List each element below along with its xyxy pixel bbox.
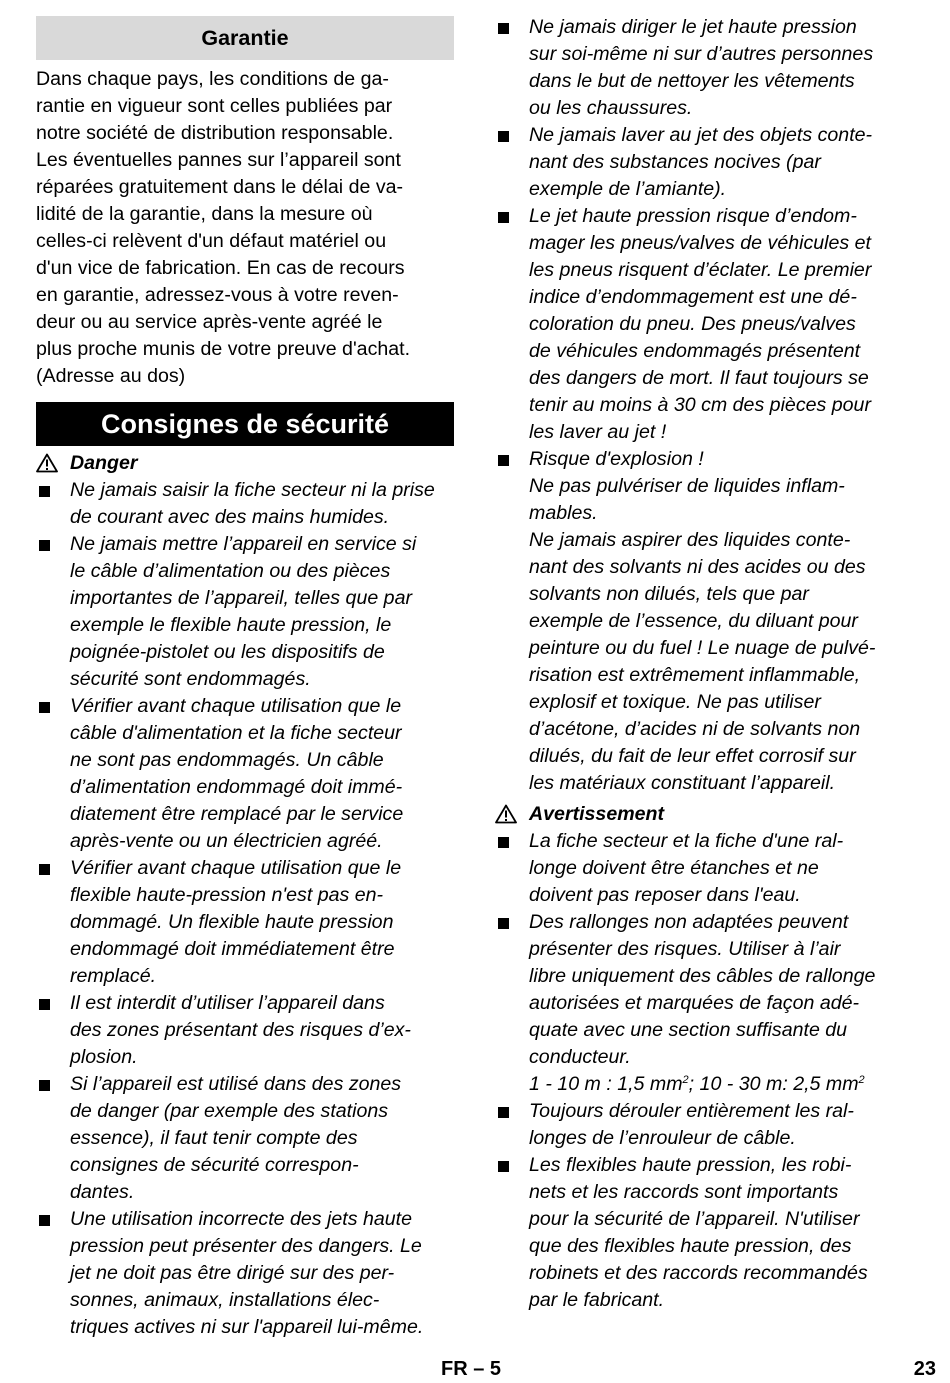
garantie-paragraph (36, 66, 454, 390)
list-item-line: Ne pas pulvériser de liquides inflam- (529, 475, 845, 497)
list-item-line: exemple de l’amiante). (529, 178, 727, 200)
garantie-line: deur ou au service après-vente agréé le (36, 311, 383, 333)
list-item-line: libre uniquement des câbles de rallonge (529, 965, 876, 987)
square-bullet-icon (39, 1080, 50, 1091)
list-item-line: autorisées et marquées de façon adé- (529, 992, 860, 1014)
list-item-line: coloration du pneu. Des pneus/valves (529, 313, 856, 335)
list-item-line: dommagé. Un flexible haute pression (70, 911, 394, 933)
superscript-2: 2 (682, 1074, 689, 1086)
list-item (495, 203, 915, 446)
list-item-line: doivent pas reposer dans l'eau. (529, 884, 801, 906)
list-item-line: risation est extrêmement inflammable, (529, 664, 861, 686)
garantie-line: celles-ci relèvent d'un défaut matériel ou (36, 230, 387, 252)
safety-heading: Consignes de sécurité (36, 402, 454, 446)
list-item-line: consignes de sécurité correspon- (70, 1154, 359, 1176)
garantie-line: rantie en vigueur sont celles publiées par (36, 95, 393, 117)
list-item-line: Risque d'explosion ! (529, 448, 704, 470)
list-item (36, 1206, 454, 1341)
list-item-line: plosion. (70, 1046, 138, 1068)
list-item (36, 990, 454, 1071)
right-column (495, 14, 915, 1314)
list-item-line: dilués, du fait de leur effet corrosif sur (529, 745, 856, 767)
list-item-line: présenter des risques. Utiliser à l’air (529, 938, 841, 960)
square-bullet-icon (39, 540, 50, 551)
list-item-line: nant des solvants ni des acides ou des (529, 556, 866, 578)
footer-section-number: FR – 5 (441, 1358, 502, 1380)
square-bullet-icon (498, 1107, 509, 1118)
list-item-line: exemple de l’essence, du diluant pour (529, 610, 858, 632)
list-item-line: par le fabricant. (529, 1289, 665, 1311)
garantie-line: lidité de la garantie, dans la mesure où (36, 203, 373, 225)
warning-triangle-icon (495, 804, 517, 824)
list-item-line: d’acétone, d’acides ni de solvants non (529, 718, 861, 740)
list-item-line: de courant avec des mains humides. (70, 506, 390, 528)
list-item-line: Ne jamais mettre l’appareil en service si (70, 533, 417, 555)
square-bullet-icon (498, 23, 509, 34)
list-item (495, 1098, 915, 1152)
garantie-line: (Adresse au dos) (36, 365, 186, 387)
list-item-line: conducteur. (529, 1046, 631, 1068)
garantie-heading: Garantie (36, 16, 454, 60)
list-item-line: importantes de l’appareil, telles que par (70, 587, 413, 609)
list-item-line: nant des substances nocives (par (529, 151, 821, 173)
garantie-line: Les éventuelles pannes sur l’appareil sont (36, 149, 401, 171)
list-item-line: d’alimentation endommagé doit immé- (70, 776, 403, 798)
list-item-line: Ne jamais laver au jet des objets conte- (529, 124, 873, 146)
list-item-line: mables. (529, 502, 598, 524)
list-item-line: les pneus risquent d’éclater. Le premier (529, 259, 872, 281)
list-item-line: dantes. (70, 1181, 135, 1203)
list-item-line: Il est interdit d’utiliser l’appareil dans (70, 992, 385, 1014)
list-item-line: poignée-pistolet ou les dispositifs de (70, 641, 385, 663)
list-item-line: exemple le flexible haute pression, le (70, 614, 392, 636)
list-item-line: après-vente ou un électricien agréé. (70, 830, 383, 852)
square-bullet-icon (498, 918, 509, 929)
square-bullet-icon (498, 837, 509, 848)
square-bullet-icon (498, 131, 509, 142)
garantie-line: notre société de distribution responsable. (36, 122, 394, 144)
list-item-line: de danger (par exemple des stations (70, 1100, 389, 1122)
square-bullet-icon (39, 864, 50, 875)
list-item-line: sécurité sont endommagés. (70, 668, 311, 690)
list-item-line: Ne jamais diriger le jet haute pression (529, 16, 857, 38)
square-bullet-icon (39, 1215, 50, 1226)
list-item (36, 693, 454, 855)
list-item-line: endommagé doit immédiatement être (70, 938, 395, 960)
list-item-line: nets et les raccords sont importants (529, 1181, 839, 1203)
list-item (495, 909, 915, 1098)
cable-spec-separator: ; (688, 1073, 700, 1095)
list-item-line: tenir au moins à 30 cm des pièces pour (529, 394, 871, 416)
list-item-line: peinture ou du fuel ! Le nuage de pulvé- (529, 637, 876, 659)
garantie-line: plus proche munis de votre preuve d'achat. (36, 338, 411, 360)
list-item-line: Les flexibles haute pression, les robi- (529, 1154, 852, 1176)
list-item-line: indice d’endommagement est une dé- (529, 286, 857, 308)
square-bullet-icon (39, 702, 50, 713)
danger-list-left (36, 477, 454, 1341)
list-item-line: flexible haute-pression n'est pas en- (70, 884, 384, 906)
cable-spec-range2: 10 - 30 m: 2,5 mm (699, 1073, 859, 1095)
avertissement-label (495, 801, 915, 828)
square-bullet-icon (39, 486, 50, 497)
garantie-line: réparées gratuitement dans le délai de va- (36, 176, 404, 198)
list-item-line: Ne jamais saisir la fiche secteur ni la prise (70, 479, 435, 501)
list-item-line: des zones présentant des risques d’ex- (70, 1019, 411, 1041)
superscript-2: 2 (858, 1074, 865, 1086)
list-item-line: Ne jamais aspirer des liquides conte- (529, 529, 851, 551)
list-item-line: Le jet haute pression risque d’endom- (529, 205, 857, 227)
list-item-line: quate avec une section suffisante du (529, 1019, 848, 1041)
danger-list-right (495, 14, 915, 797)
list-item-line: ou les chaussures. (529, 97, 693, 119)
list-item (36, 477, 454, 531)
square-bullet-icon (498, 1161, 509, 1172)
list-item-line: Toujours dérouler entièrement les ral- (529, 1100, 854, 1122)
list-item-line: Vérifier avant chaque utilisation que le (70, 857, 402, 879)
list-item-line: explosif et toxique. Ne pas utiliser (529, 691, 821, 713)
list-item-line: remplacé. (70, 965, 157, 987)
list-item (495, 1152, 915, 1314)
list-item-line: triques actives ni sur l'appareil lui-même. (70, 1316, 424, 1338)
list-item-line: les laver au jet ! (529, 421, 667, 443)
avertissement-list (495, 828, 915, 1314)
garantie-line: Dans chaque pays, les conditions de ga- (36, 68, 389, 90)
list-item-line: sonnes, animaux, installations élec- (70, 1289, 380, 1311)
list-item-line: câble d'alimentation et la fiche secteur (70, 722, 402, 744)
list-item-line: Si l’appareil est utilisé dans des zones (70, 1073, 402, 1095)
square-bullet-icon (498, 455, 509, 466)
list-item-line: ne sont pas endommagés. Un câble (70, 749, 384, 771)
list-item-line: Vérifier avant chaque utilisation que le (70, 695, 402, 717)
list-item (36, 855, 454, 990)
list-item (495, 828, 915, 909)
list-item-line: pour la sécurité de l’appareil. N'utiliser (529, 1208, 860, 1230)
list-item-line: le câble d’alimentation ou des pièces (70, 560, 391, 582)
danger-label-text: Danger (70, 452, 138, 474)
list-item-line: des dangers de mort. Il faut toujours se (529, 367, 869, 389)
list-item-line: diatement être remplacé par le service (70, 803, 404, 825)
list-item-line: longes de l’enrouleur de câble. (529, 1127, 796, 1149)
list-item-line: longe doivent être étanches et ne (529, 857, 819, 879)
list-item-line: sur soi-même ni sur d’autres personnes (529, 43, 874, 65)
list-item-line: que des flexibles haute pression, des (529, 1235, 852, 1257)
list-item (495, 446, 915, 797)
list-item (495, 122, 915, 203)
square-bullet-icon (498, 212, 509, 223)
list-item-line: solvants non dilués, tels que par (529, 583, 809, 605)
cable-spec-line (529, 1071, 915, 1098)
garantie-line: en garantie, adressez-vous à votre reven- (36, 284, 399, 306)
list-item-line: essence), il faut tenir compte des (70, 1127, 358, 1149)
list-item-line: pression peut présenter des dangers. Le (70, 1235, 422, 1257)
list-item (36, 531, 454, 693)
avertissement-label-text: Avertissement (529, 803, 665, 825)
list-item-line: La fiche secteur et la fiche d'une ral- (529, 830, 844, 852)
list-item-line: dans le but de nettoyer les vêtements (529, 70, 855, 92)
list-item-line: jet ne doit pas être dirigé sur des per- (70, 1262, 395, 1284)
garantie-line: d'un vice de fabrication. En cas de recours (36, 257, 405, 279)
list-item-line: mager les pneus/valves de véhicules et (529, 232, 871, 254)
list-item-line: Des rallonges non adaptées peuvent (529, 911, 849, 933)
list-item-line: robinets et des raccords recommandés (529, 1262, 868, 1284)
list-item (36, 1071, 454, 1206)
square-bullet-icon (39, 999, 50, 1010)
warning-triangle-icon (36, 453, 58, 473)
footer-page-number: 23 (913, 1358, 936, 1380)
list-item (495, 14, 915, 122)
cable-spec-range1: 1 - 10 m : 1,5 mm (529, 1073, 683, 1095)
left-column (36, 14, 454, 1341)
list-item-line: Une utilisation incorrecte des jets haute (70, 1208, 412, 1230)
list-item-line: les matériaux constituant l’appareil. (529, 772, 836, 794)
list-item-line: de véhicules endommagés présentent (529, 340, 861, 362)
danger-label (36, 450, 454, 477)
